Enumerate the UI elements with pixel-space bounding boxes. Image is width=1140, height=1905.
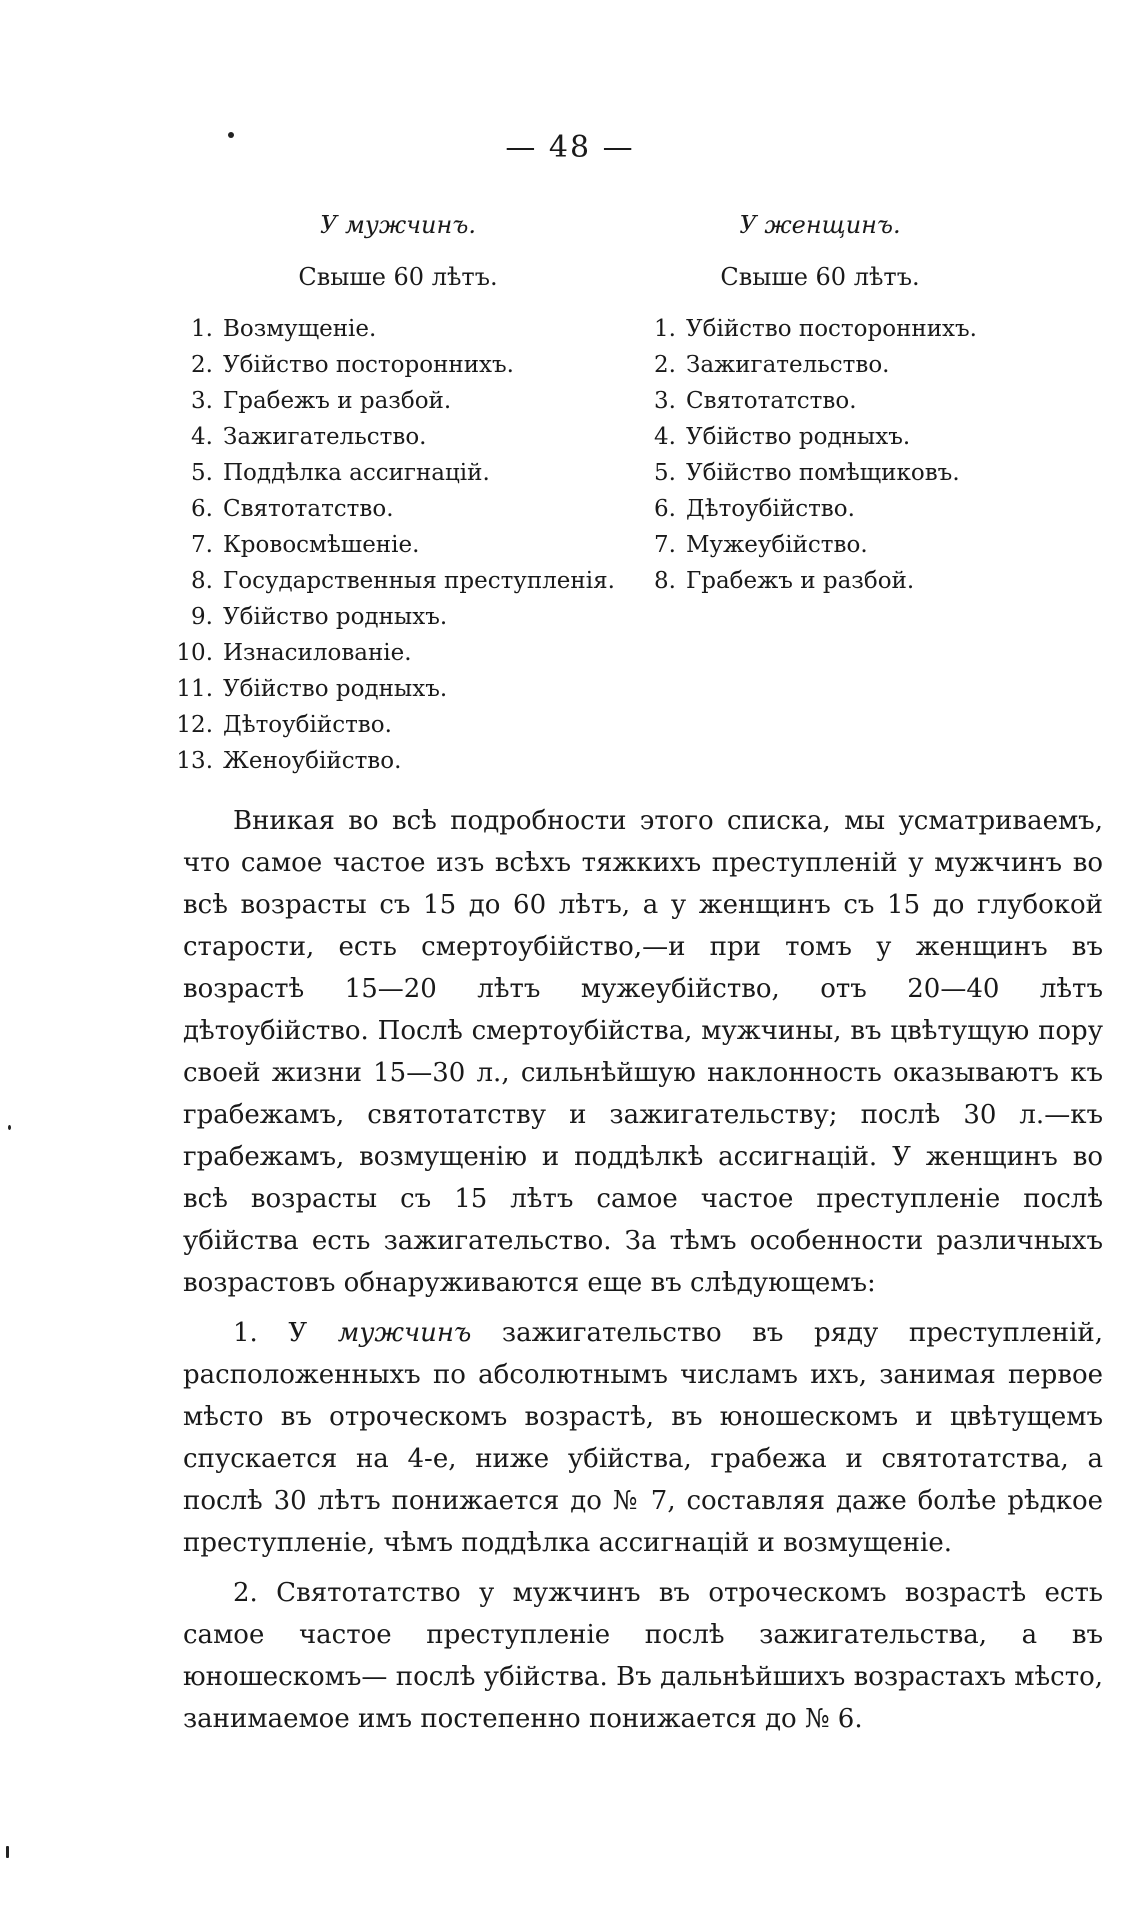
crime-name: Изнасилованіе. bbox=[223, 640, 412, 666]
crime-list-item bbox=[168, 599, 628, 635]
point-1-emphasis: мужчинъ bbox=[337, 1318, 472, 1348]
paragraph-intro: Вникая во всѣ подробности этого списка, мы усматриваемъ, что самое частое изъ всѣхъ тяжкихъ преступленій у мужчинъ во всѣ возрасты съ 15 до 60 лѣтъ, а у женщинъ съ 15 до глубокой старости, есть смертоубійство,—и при томъ у женщинъ въ возрастѣ 15—20 лѣтъ мужеубійство, отъ 20—40 лѣтъ дѣтоубійство. Послѣ смертоубійства, мужчины, въ цвѣтущую пору своей жизни 15—30 л., сильнѣйшую наклонность оказываютъ къ грабежамъ, святотатству и зажигательству; послѣ 30 л.—къ грабежамъ, возмущенію и поддѣлкѣ ассигнацій. У женщинъ во всѣ возрасты съ 15 лѣтъ самое частое преступленіе послѣ убійства есть зажигательство. За тѣмъ особенности различныхъ возрастовъ обнаруживаются еще въ слѣдующемъ: bbox=[183, 806, 1103, 1298]
crime-number: 3. bbox=[654, 388, 676, 414]
crime-name: Женоубійство. bbox=[223, 748, 402, 774]
crime-number: 6. bbox=[191, 496, 213, 522]
crime-number: 4. bbox=[191, 424, 213, 450]
paragraph-point-1 bbox=[183, 1312, 1103, 1564]
crime-name: Убійство родныхъ. bbox=[223, 676, 448, 702]
stray-mark bbox=[8, 1125, 11, 1130]
page-number: — 48 — bbox=[505, 130, 635, 165]
point-1-text: зажигательство въ ряду преступленій, расположенныхъ по абсолютнымъ числамъ ихъ, занимая первое мѣсто въ отроческомъ возрастѣ, въ юношескомъ и цвѣтущемъ спускается на 4-е, ниже убійства, грабежа и святотатства, а послѣ 30 лѣтъ понижается до № 7, составляя даже болѣе рѣдкое преступленіе, чѣмъ поддѣлка ассигнацій и возмущеніе. bbox=[183, 1318, 1103, 1558]
crime-name: Убійство родныхъ. bbox=[686, 424, 911, 450]
crime-name: Грабежъ и разбой. bbox=[223, 388, 452, 414]
crime-number: 7. bbox=[654, 532, 676, 558]
crime-list-item bbox=[640, 491, 1000, 527]
crime-number: 2. bbox=[191, 352, 213, 378]
men-heading: У мужчинъ. bbox=[320, 211, 476, 239]
women-age-heading: Свыше 60 лѣтъ. bbox=[720, 263, 920, 291]
men-age-heading: Свыше 60 лѣтъ. bbox=[298, 263, 498, 291]
crime-list-item bbox=[168, 311, 628, 347]
crime-name: Зажигательство. bbox=[223, 424, 427, 450]
crime-name: Государственныя преступленія. bbox=[223, 568, 615, 594]
point-1-prefix: 1. У bbox=[233, 1318, 338, 1348]
crime-list-item bbox=[640, 455, 1000, 491]
men-crime-list bbox=[168, 311, 628, 779]
crime-number: 5. bbox=[654, 460, 676, 486]
crime-name: Зажигательство. bbox=[686, 352, 890, 378]
body-text bbox=[183, 800, 1103, 1740]
crime-number: 5. bbox=[191, 460, 213, 486]
crime-list-item bbox=[168, 743, 628, 779]
women-heading: У женщинъ. bbox=[739, 211, 901, 239]
crime-name: Убійство родныхъ. bbox=[223, 604, 448, 630]
crime-number: 6. bbox=[654, 496, 676, 522]
crime-number: 11. bbox=[176, 676, 213, 702]
crime-name: Поддѣлка ассигнацій. bbox=[223, 460, 490, 486]
crime-number: 9. bbox=[191, 604, 213, 630]
crime-list-item bbox=[640, 527, 1000, 563]
crime-number: 3. bbox=[191, 388, 213, 414]
crime-number: 13. bbox=[176, 748, 213, 774]
crime-list-item bbox=[640, 563, 1000, 599]
crime-number: 2. bbox=[654, 352, 676, 378]
crime-name: Святотатство. bbox=[223, 496, 394, 522]
crime-number: 1. bbox=[191, 316, 213, 342]
crime-list-item bbox=[168, 455, 628, 491]
crime-list-item bbox=[168, 527, 628, 563]
crime-number: 7. bbox=[191, 532, 213, 558]
crime-name: Грабежъ и разбой. bbox=[686, 568, 915, 594]
crime-list-item bbox=[640, 311, 1000, 347]
crime-name: Возмущеніе. bbox=[223, 316, 377, 342]
men-column bbox=[168, 205, 628, 779]
crime-list-item bbox=[168, 419, 628, 455]
crime-list-item bbox=[168, 347, 628, 383]
crime-number: 8. bbox=[191, 568, 213, 594]
women-crime-list bbox=[640, 311, 1000, 599]
crime-list-item bbox=[168, 671, 628, 707]
crime-name: Дѣтоубійство. bbox=[686, 496, 855, 522]
crime-name: Мужеубійство. bbox=[686, 532, 868, 558]
paragraph-point-2: 2. Святотатство у мужчинъ въ отроческомъ возрастѣ есть самое частое преступленіе послѣ зажигательства, а въ юношескомъ— послѣ убійства. Въ дальнѣйшихъ возрастахъ мѣсто, занимаемое имъ постепенно понижается до № 6. bbox=[183, 1578, 1103, 1734]
crime-name: Кровосмѣшеніе. bbox=[223, 532, 420, 558]
crime-list-item bbox=[640, 419, 1000, 455]
crime-list-item bbox=[640, 347, 1000, 383]
crime-list-item bbox=[168, 635, 628, 671]
crime-list-item bbox=[168, 383, 628, 419]
crime-name: Убійство помѣщиковъ. bbox=[686, 460, 960, 486]
crime-number: 4. bbox=[654, 424, 676, 450]
crime-number: 12. bbox=[176, 712, 213, 738]
crime-number: 1. bbox=[654, 316, 676, 342]
women-column bbox=[640, 205, 1000, 599]
crime-name: Убійство постороннихъ. bbox=[223, 352, 514, 378]
stray-mark bbox=[6, 1846, 9, 1858]
crime-list-item bbox=[168, 707, 628, 743]
crime-number: 10. bbox=[176, 640, 213, 666]
crime-list-item bbox=[640, 383, 1000, 419]
crime-list-item bbox=[168, 491, 628, 527]
crime-name: Убійство постороннихъ. bbox=[686, 316, 977, 342]
crime-list-item bbox=[168, 563, 628, 599]
crime-name: Святотатство. bbox=[686, 388, 857, 414]
crime-number: 8. bbox=[654, 568, 676, 594]
crime-name: Дѣтоубійство. bbox=[223, 712, 392, 738]
